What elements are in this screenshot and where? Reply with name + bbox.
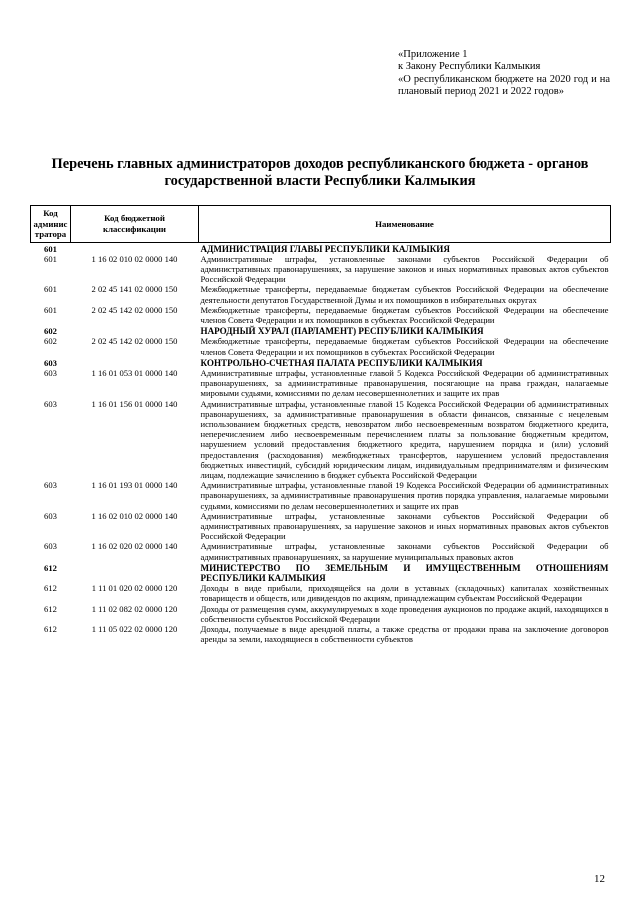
table-row bbox=[31, 284, 611, 304]
name-cell: Административные штрафы, установленные законами субъектов Российской Федерации об административных правонарушениях, за нарушение законов и иных нормативных правовых актов субъектов Российской Федерации bbox=[200, 510, 609, 542]
admin-code-cell: 603 bbox=[44, 367, 57, 378]
appendix-line-2: к Закону Республики Калмыкия bbox=[398, 61, 541, 73]
name-cell: Доходы в виде прибыли, приходящейся на доли в уставных (складочных) капиталах хозяйственных товариществ и обществ, или дивидендов по акциям, принадлежащим субъектам Российской Федерации bbox=[200, 583, 609, 604]
name-cell: Межбюджетные трансферты, передаваемые бюджетам субъектов Российской Федерации на обеспечение членов Совета Федерации и их помощников в субъектах Российской Федерации bbox=[200, 336, 609, 357]
name-cell: Административные штрафы, установленные законами субъектов Российской Федерации об административных правонарушениях, за нарушение законов и иных нормативных правовых актов субъектов Российской Федерации bbox=[200, 253, 609, 285]
document-title: Перечень главных администраторов доходов республиканского бюджета - органов государственной власти Республики Калмыкия bbox=[51, 156, 589, 189]
table-group-row bbox=[31, 357, 611, 368]
header-name: Наименование bbox=[199, 206, 611, 243]
budget-code-cell: 1 16 01 053 01 0000 140 bbox=[91, 367, 178, 378]
table-row bbox=[31, 511, 611, 542]
name-cell: КОНТРОЛЬНО-СЧЕТНАЯ ПАЛАТА РЕСПУБЛИКИ КАЛМЫКИЯ bbox=[200, 357, 483, 368]
name-cell: Административные штрафы, установленные законами субъектов Российской Федерации об административных правонарушениях, за нарушение муниципальных правовых актов bbox=[200, 541, 609, 562]
name-cell: Доходы от размещения сумм, аккумулируемых в ходе проведения аукционов по продаже акций, находящихся в собственности субъектов Российской Федерации bbox=[200, 603, 609, 624]
admin-code-cell: 603 bbox=[44, 398, 57, 409]
table-row bbox=[31, 399, 611, 481]
budget-code-cell: 1 16 02 020 02 0000 140 bbox=[91, 541, 178, 552]
admin-code-cell: 602 bbox=[44, 336, 57, 347]
table-body bbox=[31, 242, 611, 644]
name-cell: Доходы, получаемые в виде арендной платы, а также средства от продажи права на заключение договоров аренды за земли, находящиеся в собственности субъектов bbox=[200, 624, 609, 645]
admin-code-cell: 603 bbox=[44, 357, 57, 368]
page-number: 12 bbox=[594, 873, 605, 885]
admin-code-cell: 603 bbox=[44, 480, 57, 491]
name-cell: МИНИСТЕРСТВО ПО ЗЕМЕЛЬНЫМ И ИМУЩЕСТВЕННЫМ ОТНОШЕНИЯМ РЕСПУБЛИКИ КАЛМЫКИЯ bbox=[200, 562, 609, 583]
budget-code-cell: 2 02 45 141 02 0000 150 bbox=[91, 284, 178, 295]
appendix-line-1: «Приложение 1 bbox=[398, 49, 468, 60]
table-row bbox=[31, 480, 611, 511]
name-cell: Административные штрафы, установленные главой 19 Кодекса Российской Федерации об административных правонарушениях, за административные правонарушения против порядка управления, налагаемые мировыми судьями, комиссиями по делам несовершеннолетних и защите их прав bbox=[200, 480, 609, 511]
budget-code-cell: 1 11 02 082 02 0000 120 bbox=[91, 603, 178, 614]
budget-code-cell bbox=[71, 325, 199, 336]
table-row bbox=[31, 604, 611, 624]
budget-code-cell bbox=[71, 562, 199, 583]
name-cell: Межбюджетные трансферты, передаваемые бюджетам субъектов Российской Федерации на обеспечение деятельности депутатов Государственной Думы и их помощников в избирательных округах bbox=[200, 284, 609, 305]
table-row bbox=[31, 368, 611, 399]
header-admin-code: Код админис тратора bbox=[31, 206, 71, 243]
name-cell: Межбюджетные трансферты, передаваемые бюджетам субъектов Российской Федерации на обеспечение членов Совета Федерации и их помощников в субъектах Российской Федерации bbox=[200, 304, 609, 325]
admin-code-cell: 601 bbox=[44, 253, 57, 264]
budget-code-cell: 1 16 01 193 01 0000 140 bbox=[91, 480, 178, 491]
budget-code-cell: 2 02 45 142 02 0000 150 bbox=[91, 304, 178, 315]
budget-code-cell: 2 02 45 142 02 0000 150 bbox=[91, 336, 178, 347]
name-cell: Административные штрафы, установленные главой 15 Кодекса Российской Федерации об административных правонарушениях, за административные правонарушения в области финансов, связанные с нецелевым использованием бюджетных средств, невозвратом либо несвоевременным возвратом бюджетного кредита, неперечислением либо несвоевременным перечислением платы за пользование бюджетным кредитом, нарушением условий предоставления бюджетного кредита, нарушением порядка и (или) условий предоставления (расходования) межбюджетных трансфертов, нарушением условий предоставления бюджетных инвестиций, субсидий юридическим лицам, индивидуальным предпринимателям и физическим лицам, подлежащие зачислению в бюджет субъекта Российской Федерации bbox=[200, 398, 609, 480]
name-cell: НАРОДНЫЙ ХУРАЛ (ПАРЛАМЕНТ) РЕСПУБЛИКИ КАЛМЫКИЯ bbox=[200, 326, 484, 337]
table-header-row bbox=[31, 206, 611, 243]
budget-code-cell bbox=[71, 357, 199, 368]
table-row bbox=[31, 254, 611, 285]
budget-code-cell: 1 16 02 010 02 0000 140 bbox=[91, 510, 178, 521]
header-budget-code: Код бюджетной классификации bbox=[71, 206, 199, 243]
administrators-table bbox=[30, 205, 611, 644]
budget-code-cell: 1 16 01 156 01 0000 140 bbox=[91, 398, 178, 409]
admin-code-cell: 603 bbox=[44, 510, 57, 521]
name-cell: АДМИНИСТРАЦИЯ ГЛАВЫ РЕСПУБЛИКИ КАЛМЫКИЯ bbox=[200, 243, 450, 254]
admin-code-cell: 601 bbox=[44, 284, 57, 295]
table-group-row bbox=[31, 325, 611, 336]
budget-code-cell: 1 11 01 020 02 0000 120 bbox=[91, 583, 178, 594]
admin-code-cell: 612 bbox=[44, 624, 57, 635]
table-row bbox=[31, 541, 611, 561]
table-group-row bbox=[31, 562, 611, 583]
admin-code-cell: 612 bbox=[44, 562, 57, 573]
appendix-line-3: «О республиканском бюджете на 2020 год и на плановый период 2021 и 2022 годов» bbox=[398, 73, 610, 98]
admin-code-cell: 612 bbox=[44, 583, 57, 594]
admin-code-cell: 601 bbox=[44, 243, 57, 254]
table-row bbox=[31, 305, 611, 325]
table-row bbox=[31, 336, 611, 356]
budget-code-cell: 1 11 05 022 02 0000 120 bbox=[91, 624, 178, 635]
budget-code-cell: 1 16 02 010 02 0000 140 bbox=[91, 253, 178, 264]
name-cell: Административные штрафы, установленные главой 5 Кодекса Российской Федерации об административных правонарушениях, за административные правонарушения, посягающие на права граждан, налагаемые мировыми судьями, комиссиями по делам несовершеннолетних и защите их прав bbox=[200, 367, 609, 399]
table-group-row bbox=[31, 242, 611, 254]
table-row bbox=[31, 624, 611, 644]
admin-code-cell: 603 bbox=[44, 541, 57, 552]
appendix-header bbox=[398, 49, 610, 99]
admin-code-cell: 601 bbox=[44, 304, 57, 315]
admin-code-cell: 612 bbox=[44, 603, 57, 614]
admin-code-cell: 602 bbox=[44, 326, 57, 337]
table-row bbox=[31, 583, 611, 603]
budget-code-cell bbox=[71, 242, 199, 254]
